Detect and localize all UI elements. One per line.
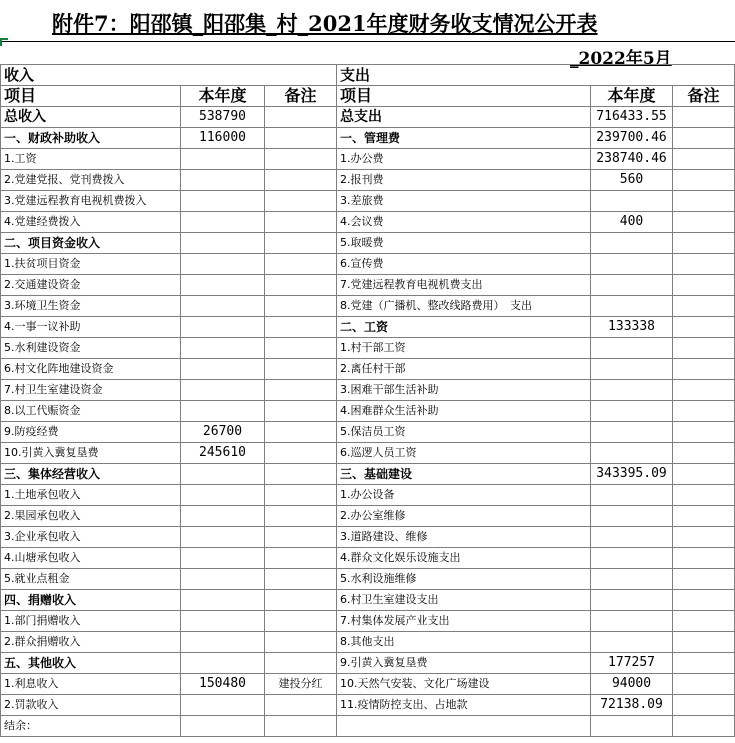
- income-note-cell: [265, 338, 337, 359]
- income-amount-cell: [181, 401, 265, 422]
- income-item-cell: 7.村卫生室建设资金: [1, 380, 181, 401]
- expense-note-cell: [673, 233, 735, 254]
- income-item-cell: 2.果园承包收入: [1, 506, 181, 527]
- table-row: [1, 464, 735, 485]
- expense-note-cell: [673, 149, 735, 170]
- income-note-cell: 建投分红: [265, 674, 337, 695]
- expense-note-cell: [673, 296, 735, 317]
- income-note-cell: [265, 275, 337, 296]
- expense-item-cell: 7.村集体发展产业支出: [337, 611, 591, 632]
- table-row: [1, 632, 735, 653]
- table-row: [1, 443, 735, 464]
- income-note-header: 备注: [265, 86, 337, 107]
- income-amount-cell: [181, 191, 265, 212]
- income-amount-cell: [181, 611, 265, 632]
- table-row: [1, 128, 735, 149]
- income-note-cell: [265, 170, 337, 191]
- expense-item-cell: 3.差旅费: [337, 191, 591, 212]
- total-expense-label: 总支出: [337, 107, 591, 128]
- expense-note-cell: [673, 527, 735, 548]
- total-income-value: 538790: [181, 107, 265, 128]
- section-header-row: [1, 65, 735, 86]
- income-item-cell: 1.扶贫项目资金: [1, 254, 181, 275]
- income-amount-cell: [181, 296, 265, 317]
- income-note-cell: [265, 317, 337, 338]
- income-note-cell: [265, 380, 337, 401]
- expense-amount-cell: [591, 590, 673, 611]
- expense-amount-cell: [591, 422, 673, 443]
- balance-cell: [673, 716, 735, 737]
- expense-item-cell: 2.报刊费: [337, 170, 591, 191]
- expense-note-header: 备注: [673, 86, 735, 107]
- title-bar: [0, 0, 735, 42]
- income-item-cell: 2.罚款收入: [1, 695, 181, 716]
- expense-item-cell: 9.引黄入冀复垦费: [337, 653, 591, 674]
- income-amount-cell: 26700: [181, 422, 265, 443]
- income-item-cell: 2.党建党报、党刊费拨入: [1, 170, 181, 191]
- expense-amount-cell: [591, 275, 673, 296]
- income-note-cell: [265, 401, 337, 422]
- expense-item-cell: 1.村干部工资: [337, 338, 591, 359]
- expense-item-cell: 三、基础建设: [337, 464, 591, 485]
- expense-header: 支出: [337, 65, 735, 86]
- income-note-cell: [265, 590, 337, 611]
- expense-note-cell: [673, 464, 735, 485]
- expense-note-cell: [673, 653, 735, 674]
- expense-item-cell: 4.群众文化娱乐设施支出: [337, 548, 591, 569]
- income-note-cell: [265, 611, 337, 632]
- income-item-cell: 4.山塘承包收入: [1, 548, 181, 569]
- income-item-cell: 3.企业承包收入: [1, 527, 181, 548]
- expense-amount-cell: 177257: [591, 653, 673, 674]
- expense-amount-cell: [591, 296, 673, 317]
- table-row: [1, 695, 735, 716]
- income-item-cell: 1.部门捐赠收入: [1, 611, 181, 632]
- table-row: [1, 422, 735, 443]
- income-amount-cell: [181, 149, 265, 170]
- table-row: [1, 275, 735, 296]
- expense-note-cell: [673, 401, 735, 422]
- expense-note-cell: [673, 590, 735, 611]
- income-amount-cell: [181, 632, 265, 653]
- income-note-cell: [265, 212, 337, 233]
- income-note-cell: [265, 527, 337, 548]
- expense-amount-cell: [591, 233, 673, 254]
- expense-note-cell: [673, 611, 735, 632]
- income-item-cell: 4.一事一议补助: [1, 317, 181, 338]
- income-item-header: 项目: [1, 86, 181, 107]
- expense-amount-cell: 343395.09: [591, 464, 673, 485]
- expense-item-cell: 10.天然气安装、文化广场建设: [337, 674, 591, 695]
- income-amount-cell: [181, 338, 265, 359]
- expense-amount-cell: 72138.09: [591, 695, 673, 716]
- expense-item-cell: 1.办公设备: [337, 485, 591, 506]
- income-amount-cell: [181, 170, 265, 191]
- total-income-label: 总收入: [1, 107, 181, 128]
- table-row: [1, 611, 735, 632]
- income-amount-header: 本年度: [181, 86, 265, 107]
- expense-amount-cell: 133338: [591, 317, 673, 338]
- expense-note-cell: [673, 506, 735, 527]
- expense-amount-cell: [591, 506, 673, 527]
- income-amount-cell: [181, 695, 265, 716]
- income-amount-cell: [181, 569, 265, 590]
- expense-item-cell: 二、工资: [337, 317, 591, 338]
- income-amount-cell: [181, 233, 265, 254]
- expense-amount-cell: [591, 338, 673, 359]
- income-item-cell: 1.利息收入: [1, 674, 181, 695]
- expense-item-cell: 6.村卫生室建设支出: [337, 590, 591, 611]
- income-note-cell: [265, 359, 337, 380]
- expense-amount-cell: [591, 443, 673, 464]
- expense-note-cell: [673, 548, 735, 569]
- expense-item-cell: 7.党建远程教育电视机费支出: [337, 275, 591, 296]
- income-note-cell: [265, 296, 337, 317]
- expense-note-cell: [673, 128, 735, 149]
- income-note-cell: [265, 191, 337, 212]
- table-row: [1, 254, 735, 275]
- expense-item-cell: 1.办公费: [337, 149, 591, 170]
- income-item-cell: 五、其他收入: [1, 653, 181, 674]
- income-item-cell: 10.引黄入冀复垦费: [1, 443, 181, 464]
- expense-note-cell: [673, 212, 735, 233]
- income-note-cell: [265, 548, 337, 569]
- table-row: [1, 359, 735, 380]
- table-row: [1, 296, 735, 317]
- table-row: [1, 212, 735, 233]
- expense-amount-header: 本年度: [591, 86, 673, 107]
- expense-item-cell: 11.疫情防控支出、占地款: [337, 695, 591, 716]
- table-row: [1, 527, 735, 548]
- expense-amount-cell: 94000: [591, 674, 673, 695]
- income-item-cell: 9.防疫经费: [1, 422, 181, 443]
- income-item-cell: 2.交通建设资金: [1, 275, 181, 296]
- finance-table: [0, 64, 735, 737]
- income-header: 收入: [1, 65, 337, 86]
- income-item-cell: 1.工资: [1, 149, 181, 170]
- table-row: [1, 485, 735, 506]
- income-note-cell: [265, 569, 337, 590]
- expense-amount-cell: [591, 359, 673, 380]
- table-row: [1, 653, 735, 674]
- expense-note-cell: [673, 338, 735, 359]
- expense-amount-cell: 400: [591, 212, 673, 233]
- income-note-cell: [265, 506, 337, 527]
- income-item-cell: 3.党建远程教育电视机费拨入: [1, 191, 181, 212]
- expense-item-cell: 4.困难群众生活补助: [337, 401, 591, 422]
- expense-note-cell: [673, 485, 735, 506]
- expense-note-cell: [673, 632, 735, 653]
- expense-amount-cell: 238740.46: [591, 149, 673, 170]
- table-row: [1, 506, 735, 527]
- income-item-cell: 二、项目资金收入: [1, 233, 181, 254]
- table-row: [1, 548, 735, 569]
- table-row: [1, 380, 735, 401]
- expense-amount-cell: [591, 401, 673, 422]
- expense-amount-cell: 239700.46: [591, 128, 673, 149]
- table-row: [1, 149, 735, 170]
- balance-cell: [591, 716, 673, 737]
- expense-amount-cell: 560: [591, 170, 673, 191]
- expense-item-cell: 3.道路建设、维修: [337, 527, 591, 548]
- income-amount-cell: [181, 506, 265, 527]
- expense-amount-cell: [591, 548, 673, 569]
- income-item-cell: 三、集体经营收入: [1, 464, 181, 485]
- income-amount-cell: [181, 317, 265, 338]
- expense-item-cell: 2.办公室维修: [337, 506, 591, 527]
- expense-amount-cell: [591, 380, 673, 401]
- income-amount-cell: [181, 254, 265, 275]
- column-header-row: [1, 86, 735, 107]
- income-amount-cell: [181, 464, 265, 485]
- table-row: [1, 674, 735, 695]
- cell-selection-marker: [0, 38, 8, 46]
- table-row: [1, 191, 735, 212]
- expense-amount-cell: [591, 527, 673, 548]
- expense-note-cell: [673, 191, 735, 212]
- income-item-cell: 4.党建经费拨入: [1, 212, 181, 233]
- income-item-cell: 2.群众捐赠收入: [1, 632, 181, 653]
- expense-amount-cell: [591, 254, 673, 275]
- table-row: [1, 401, 735, 422]
- income-item-cell: 5.就业点租金: [1, 569, 181, 590]
- income-amount-cell: [181, 548, 265, 569]
- expense-amount-cell: [591, 485, 673, 506]
- expense-item-cell: 6.巡逻人员工资: [337, 443, 591, 464]
- expense-item-cell: 8.其他支出: [337, 632, 591, 653]
- expense-note-cell: [673, 674, 735, 695]
- expense-note-cell: [673, 254, 735, 275]
- total-expense-value: 716433.55: [591, 107, 673, 128]
- expense-amount-cell: [591, 191, 673, 212]
- expense-item-cell: 5.水利设施维修: [337, 569, 591, 590]
- income-note-cell: [265, 422, 337, 443]
- expense-note-cell: [673, 275, 735, 296]
- expense-note-cell: [673, 317, 735, 338]
- income-amount-cell: [181, 212, 265, 233]
- expense-note-cell: [673, 170, 735, 191]
- income-note-cell: [265, 485, 337, 506]
- income-note-cell: [265, 464, 337, 485]
- income-amount-cell: [181, 527, 265, 548]
- expense-item-cell: 2.离任村干部: [337, 359, 591, 380]
- income-amount-cell: [181, 380, 265, 401]
- income-note-cell: [265, 443, 337, 464]
- balance-row: [1, 716, 735, 737]
- income-amount-cell: 150480: [181, 674, 265, 695]
- income-note-cell: [265, 149, 337, 170]
- expense-item-cell: 8.党建（广播机、整改线路费用） 支出: [337, 296, 591, 317]
- expense-item-cell: 6.宣传费: [337, 254, 591, 275]
- income-amount-cell: 116000: [181, 128, 265, 149]
- table-row: [1, 170, 735, 191]
- report-date: _2022年5月: [570, 49, 672, 69]
- income-amount-cell: 245610: [181, 443, 265, 464]
- expense-note-cell: [673, 443, 735, 464]
- expense-item-cell: 一、管理费: [337, 128, 591, 149]
- expense-item-cell: 3.困难干部生活补助: [337, 380, 591, 401]
- income-note-cell: [265, 233, 337, 254]
- expense-amount-cell: [591, 611, 673, 632]
- income-amount-cell: [181, 485, 265, 506]
- income-note-cell: [265, 254, 337, 275]
- income-item-cell: 3.环境卫生资金: [1, 296, 181, 317]
- document-title: 附件7：阳邵镇_阳邵集_村_2021年度财务收支情况公开表: [52, 11, 598, 36]
- income-note-cell: [265, 632, 337, 653]
- balance-cell: [265, 716, 337, 737]
- table-row: [1, 233, 735, 254]
- expense-note-cell: [673, 422, 735, 443]
- expense-note-cell: [673, 380, 735, 401]
- income-item-cell: 四、捐赠收入: [1, 590, 181, 611]
- income-item-cell: 1.土地承包收入: [1, 485, 181, 506]
- income-note-cell: [265, 128, 337, 149]
- expense-note-cell: [673, 359, 735, 380]
- balance-cell: [181, 716, 265, 737]
- totals-row: [1, 107, 735, 128]
- total-income-note: [265, 107, 337, 128]
- balance-label: 结余：: [1, 716, 181, 737]
- income-amount-cell: [181, 275, 265, 296]
- table-row: [1, 590, 735, 611]
- income-amount-cell: [181, 653, 265, 674]
- table-row: [1, 338, 735, 359]
- expense-note-cell: [673, 569, 735, 590]
- income-item-cell: 8.以工代赈资金: [1, 401, 181, 422]
- income-note-cell: [265, 653, 337, 674]
- expense-amount-cell: [591, 569, 673, 590]
- table-row: [1, 317, 735, 338]
- expense-item-cell: 4.会议费: [337, 212, 591, 233]
- income-item-cell: 一、财政补助收入: [1, 128, 181, 149]
- expense-amount-cell: [591, 632, 673, 653]
- expense-item-cell: 5.保洁员工资: [337, 422, 591, 443]
- expense-item-cell: 5.取暖费: [337, 233, 591, 254]
- income-note-cell: [265, 695, 337, 716]
- expense-note-cell: [673, 695, 735, 716]
- total-expense-note: [673, 107, 735, 128]
- income-amount-cell: [181, 590, 265, 611]
- balance-cell: [337, 716, 591, 737]
- income-amount-cell: [181, 359, 265, 380]
- table-row: [1, 569, 735, 590]
- expense-item-header: 项目: [337, 86, 591, 107]
- income-item-cell: 5.水利建设资金: [1, 338, 181, 359]
- income-item-cell: 6.村文化阵地建设资金: [1, 359, 181, 380]
